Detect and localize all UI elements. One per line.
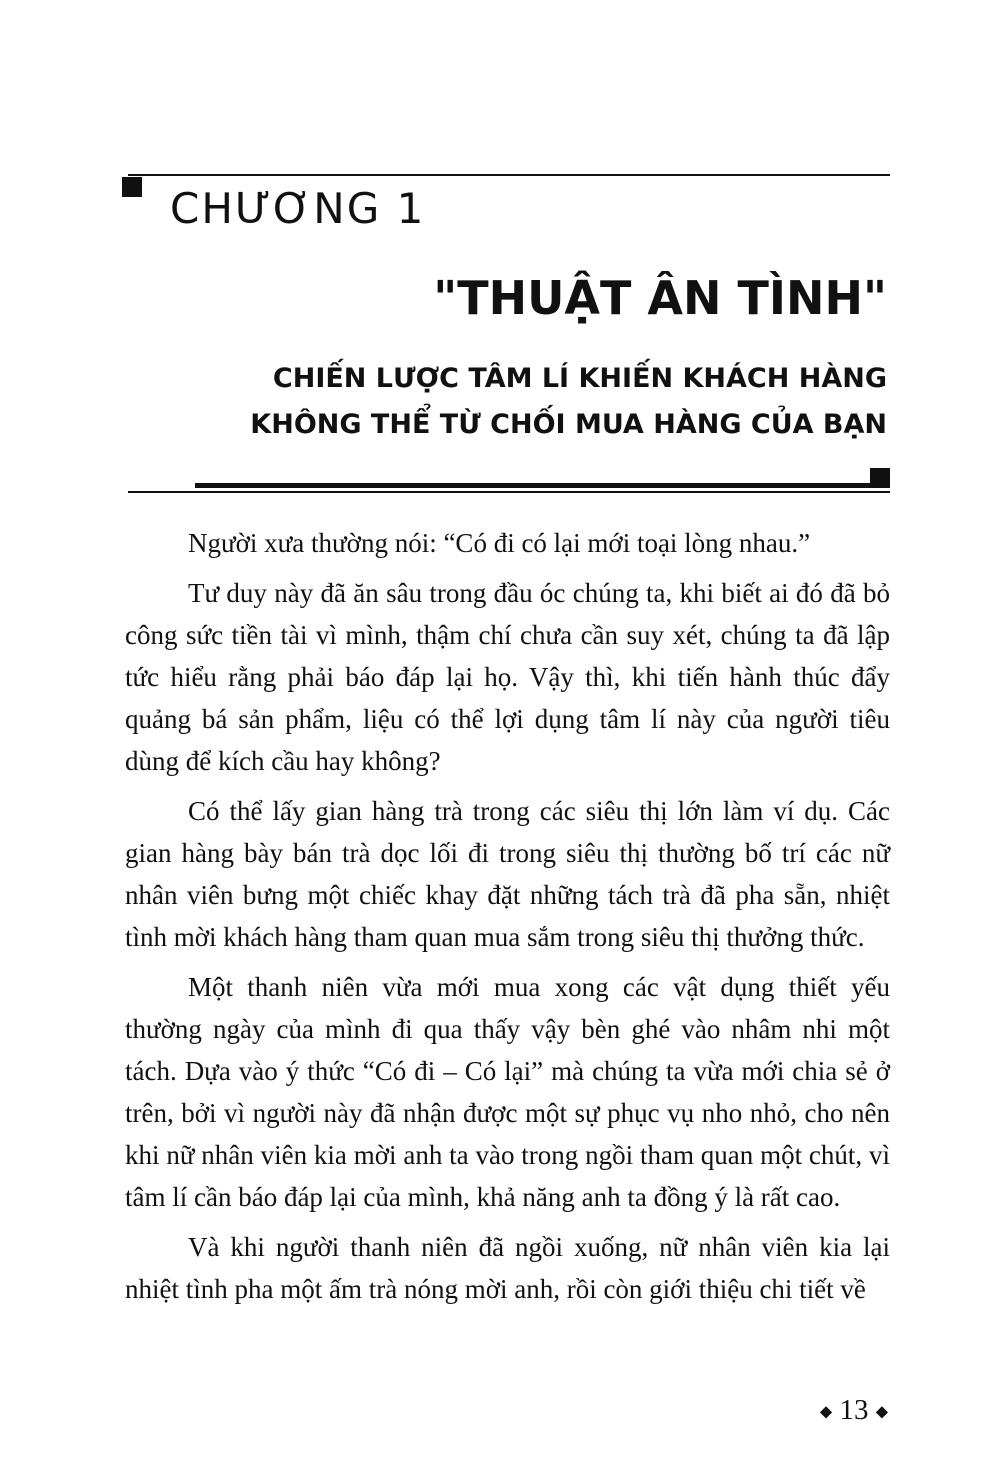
page-number-value: 13 xyxy=(839,1394,869,1426)
chapter-label: CHƯƠNG 1 xyxy=(170,184,426,233)
chapter-subtitle xyxy=(187,356,887,448)
chapter-subtitle-line: KHÔNG THỂ TỪ CHỐI MUA HÀNG CỦA BẠN xyxy=(250,409,887,440)
paragraph: Có thể lấy gian hàng trà trong các siêu thị lớn làm ví dụ. Các gian hàng bày bán trà dọc lối đi trong siêu thị thường bố trí các nữ nhân viên bưng một chiếc khay đặt những tách trà đã pha sẵn, nhiệt tình mời khách hàng tham quan mua sắm trong siêu thị thưởng thức. xyxy=(125,796,890,952)
header-bottom-rule xyxy=(128,491,890,493)
bullet-icon: ◆ xyxy=(819,1403,833,1421)
chapter-subtitle-line: CHIẾN LƯỢC TÂM LÍ KHIẾN KHÁCH HÀNG xyxy=(272,363,887,394)
page-number xyxy=(820,1392,888,1430)
header-bottom-thick-rule xyxy=(195,483,890,488)
body-text xyxy=(125,522,890,1318)
paragraph: Người xưa thường nói: “Có đi có lại mới toại lòng nhau.” xyxy=(188,528,811,558)
paragraph: Và khi người thanh niên đã ngồi xuống, nữ nhân viên kia lại nhiệt tình pha một ấm trà nóng mời anh, rồi còn giới thiệu chi tiết về xyxy=(125,1232,890,1304)
chapter-top-rule xyxy=(128,174,890,176)
paragraph: Một thanh niên vừa mới mua xong các vật dụng thiết yếu thường ngày của mình đi qua thấy vậy bèn ghé vào nhâm nhi một tách. Dựa vào ý thức “Có đi – Có lại” mà chúng ta vừa mới chia sẻ ở trên, bởi vì người này đã nhận được một sự phục vụ nho nhỏ, cho nên khi nữ nhân viên kia mời anh ta vào trong ngồi tham quan một chút, vì tâm lí cần báo đáp lại của mình, khả năng anh ta đồng ý là rất cao. xyxy=(125,972,890,1212)
chapter-marker-square xyxy=(122,177,142,197)
header-end-marker-square xyxy=(870,468,890,488)
paragraph: Tư duy này đã ăn sâu trong đầu óc chúng ta, khi biết ai đó đã bỏ công sức tiền tài vì mình, thậm chí chưa cần suy xét, chúng ta đã lập tức hiểu rằng phải báo đáp lại họ. Vậy thì, khi tiến hành thúc đẩy quảng bá sản phẩm, liệu có thể lợi dụng tâm lí này của người tiêu dùng để kích cầu hay không? xyxy=(125,578,890,776)
chapter-title: "THUẬT ÂN TÌNH" xyxy=(433,271,887,325)
bullet-icon: ◆ xyxy=(875,1403,888,1421)
